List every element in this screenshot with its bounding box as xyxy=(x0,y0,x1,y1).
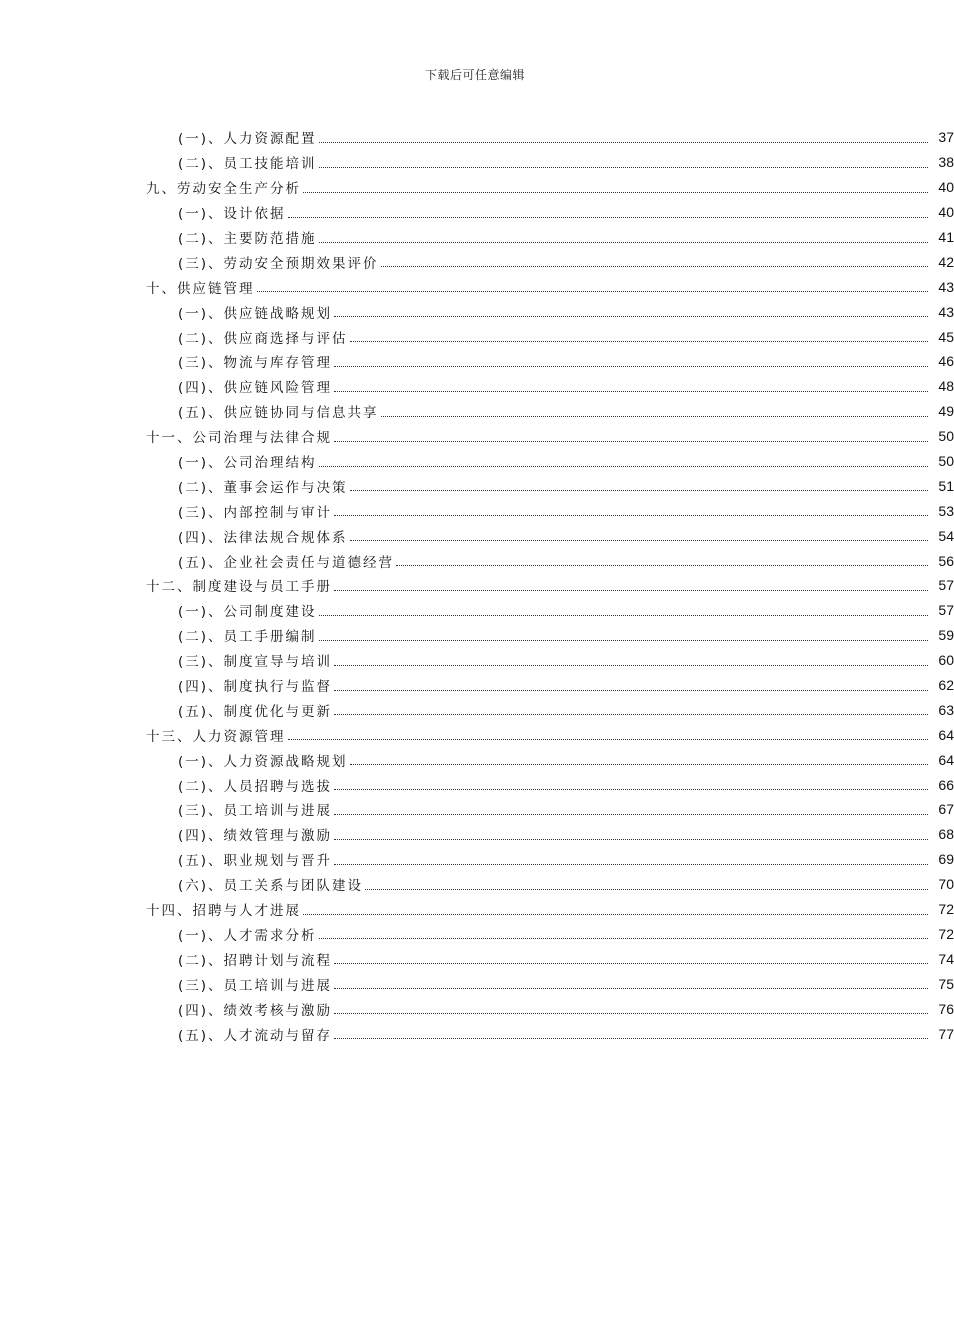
table-of-contents xyxy=(0,125,954,1046)
toc-section-entry[interactable] xyxy=(0,847,954,872)
toc-entry-title: (一)、供应链战略规划 xyxy=(178,305,333,322)
toc-section-entry[interactable] xyxy=(0,299,954,324)
toc-page-number: 49 xyxy=(938,403,954,420)
toc-entry-title: (五)、企业社会责任与道德经营 xyxy=(178,554,395,571)
toc-page-number: 57 xyxy=(938,577,954,594)
toc-section-entry[interactable] xyxy=(0,1021,954,1046)
toc-entry-title: (五)、人才流动与留存 xyxy=(178,1027,333,1044)
toc-page-number: 48 xyxy=(938,378,954,395)
toc-section-entry[interactable] xyxy=(0,673,954,698)
toc-entry-title: 十二、制度建设与员工手册 xyxy=(146,579,332,596)
toc-section-entry[interactable] xyxy=(0,324,954,349)
toc-entry-title: (二)、主要防范措施 xyxy=(178,231,317,247)
toc-page-number: 74 xyxy=(938,950,954,967)
toc-dot-leader xyxy=(288,217,928,218)
toc-page-number: 54 xyxy=(938,527,954,544)
toc-chapter-entry[interactable] xyxy=(0,722,954,747)
toc-page-number: 72 xyxy=(938,925,954,942)
toc-dot-leader xyxy=(303,914,928,915)
toc-dot-leader xyxy=(334,690,928,691)
toc-page-number: 45 xyxy=(938,328,954,345)
toc-entry-title: (二)、人员招聘与选拔 xyxy=(178,778,333,795)
toc-dot-leader xyxy=(334,1013,928,1014)
toc-entry-title: 十三、人力资源管理 xyxy=(146,728,286,745)
toc-dot-leader xyxy=(334,316,928,317)
toc-entry-title: (五)、制度优化与更新 xyxy=(178,703,333,720)
toc-page-number: 40 xyxy=(938,179,954,196)
toc-entry-title: (二)、董事会运作与决策 xyxy=(178,479,348,496)
toc-section-entry[interactable] xyxy=(0,548,954,573)
toc-entry-title: (四)、绩效管理与激励 xyxy=(178,828,333,845)
toc-dot-leader xyxy=(319,938,928,939)
toc-entry-title: 九、劳动安全生产分析 xyxy=(146,181,301,198)
toc-section-entry[interactable] xyxy=(0,498,954,523)
toc-section-entry[interactable] xyxy=(0,523,954,548)
toc-entry-title: 十一、公司治理与法律合规 xyxy=(146,430,332,447)
toc-section-entry[interactable] xyxy=(0,946,954,971)
toc-section-entry[interactable] xyxy=(0,872,954,897)
toc-page-number: 69 xyxy=(938,851,954,868)
toc-page-number: 75 xyxy=(938,975,954,992)
toc-page-number: 38 xyxy=(938,154,954,171)
toc-dot-leader xyxy=(303,192,928,193)
toc-section-entry[interactable] xyxy=(0,349,954,374)
toc-page-number: 64 xyxy=(938,751,954,768)
toc-dot-leader xyxy=(319,142,928,143)
toc-dot-leader xyxy=(319,242,928,243)
toc-dot-leader xyxy=(319,615,928,616)
toc-dot-leader xyxy=(365,889,928,890)
toc-page-number: 42 xyxy=(938,253,954,270)
toc-dot-leader xyxy=(334,814,928,815)
toc-section-entry[interactable] xyxy=(0,648,954,673)
toc-page-number: 70 xyxy=(938,876,954,893)
toc-page-number: 77 xyxy=(938,1025,954,1042)
toc-chapter-entry[interactable] xyxy=(0,274,954,299)
toc-entry-title: (二)、招聘计划与流程 xyxy=(178,952,333,969)
toc-dot-leader xyxy=(257,291,929,292)
toc-entry-title: (三)、物流与库存管理 xyxy=(178,355,333,372)
toc-dot-leader xyxy=(334,714,928,715)
toc-entry-title: (二)、供应商选择与评估 xyxy=(178,330,348,347)
toc-page-number: 46 xyxy=(938,353,954,370)
toc-chapter-entry[interactable] xyxy=(0,573,954,598)
toc-chapter-entry[interactable] xyxy=(0,897,954,922)
toc-page-number: 59 xyxy=(938,627,954,644)
toc-section-entry[interactable] xyxy=(0,249,954,274)
toc-section-entry[interactable] xyxy=(0,200,954,225)
toc-dot-leader xyxy=(381,266,928,267)
toc-entry-title: (五)、供应链协同与信息共享 xyxy=(178,405,379,422)
toc-page-number: 68 xyxy=(938,826,954,843)
toc-entry-title: 十、供应链管理 xyxy=(146,280,255,297)
toc-dot-leader xyxy=(381,416,928,417)
toc-entry-title: (三)、劳动安全预期效果评价 xyxy=(178,255,379,272)
toc-entry-title: (五)、职业规划与晋升 xyxy=(178,853,333,870)
toc-section-entry[interactable] xyxy=(0,449,954,474)
toc-dot-leader xyxy=(319,167,928,168)
toc-section-entry[interactable] xyxy=(0,374,954,399)
toc-entry-title: (三)、内部控制与审计 xyxy=(178,504,333,521)
toc-dot-leader xyxy=(334,665,928,666)
toc-dot-leader xyxy=(334,515,928,516)
toc-page-number: 37 xyxy=(938,129,954,146)
toc-entry-title: (三)、员工培训与进展 xyxy=(178,803,333,820)
toc-section-entry[interactable] xyxy=(0,922,954,947)
toc-dot-leader xyxy=(334,1038,928,1039)
toc-entry-title: (一)、人才需求分析 xyxy=(178,927,317,944)
toc-entry-title: (一)、公司治理结构 xyxy=(178,455,317,472)
toc-entry-title: (六)、员工关系与团队建设 xyxy=(178,878,364,895)
toc-section-entry[interactable] xyxy=(0,822,954,847)
toc-page-number: 62 xyxy=(938,677,954,694)
toc-dot-leader xyxy=(334,590,928,591)
toc-dot-leader xyxy=(334,391,928,392)
toc-dot-leader xyxy=(350,764,928,765)
toc-page-number: 51 xyxy=(938,477,954,494)
toc-dot-leader xyxy=(334,864,928,865)
toc-dot-leader xyxy=(350,490,928,491)
toc-dot-leader xyxy=(334,988,928,989)
toc-page-number: 60 xyxy=(938,652,954,669)
toc-section-entry[interactable] xyxy=(0,971,954,996)
toc-section-entry[interactable] xyxy=(0,150,954,175)
toc-section-entry[interactable] xyxy=(0,473,954,498)
toc-dot-leader xyxy=(350,540,928,541)
toc-dot-leader xyxy=(396,565,928,566)
toc-page-number: 56 xyxy=(938,552,954,569)
toc-entry-title: 十四、招聘与人才进展 xyxy=(146,903,301,920)
toc-page-number: 57 xyxy=(938,602,954,619)
toc-page-number: 64 xyxy=(938,726,954,743)
toc-section-entry[interactable] xyxy=(0,125,954,150)
toc-dot-leader xyxy=(334,441,928,442)
toc-page-number: 50 xyxy=(938,453,954,470)
toc-page-number: 53 xyxy=(938,502,954,519)
toc-entry-title: (四)、法律法规合规体系 xyxy=(178,529,348,546)
toc-page-number: 43 xyxy=(938,303,954,320)
toc-entry-title: (三)、员工培训与进展 xyxy=(178,977,333,994)
toc-entry-title: (一)、人力资源配置 xyxy=(178,131,317,148)
toc-page-number: 67 xyxy=(938,801,954,818)
toc-section-entry[interactable] xyxy=(0,399,954,424)
toc-section-entry[interactable] xyxy=(0,996,954,1021)
toc-page-number: 76 xyxy=(938,1000,954,1017)
toc-section-entry[interactable] xyxy=(0,623,954,648)
toc-dot-leader xyxy=(334,963,928,964)
toc-page-number: 40 xyxy=(938,204,954,221)
toc-section-entry[interactable] xyxy=(0,598,954,623)
toc-entry-title: (四)、绩效考核与激励 xyxy=(178,1002,333,1019)
toc-entry-title: (三)、制度宣导与培训 xyxy=(178,654,333,671)
toc-page-number: 41 xyxy=(938,229,954,245)
toc-page-number: 72 xyxy=(938,901,954,918)
toc-entry-title: (二)、员工技能培训 xyxy=(178,156,317,173)
toc-dot-leader xyxy=(319,640,928,641)
toc-page-number: 66 xyxy=(938,776,954,793)
toc-section-entry[interactable] xyxy=(0,697,954,722)
toc-dot-leader xyxy=(288,739,929,740)
toc-entry-title: (一)、设计依据 xyxy=(178,206,286,223)
toc-dot-leader xyxy=(350,341,928,342)
toc-chapter-entry[interactable] xyxy=(0,424,954,449)
toc-entry-title: (四)、制度执行与监督 xyxy=(178,679,333,696)
toc-entry-title: (一)、公司制度建设 xyxy=(178,604,317,621)
toc-entry-title: (一)、人力资源战略规划 xyxy=(178,753,348,770)
toc-chapter-entry[interactable] xyxy=(0,175,954,200)
toc-section-entry[interactable] xyxy=(0,797,954,822)
toc-section-entry[interactable] xyxy=(0,772,954,797)
toc-dot-leader xyxy=(334,839,928,840)
toc-entry-title: (四)、供应链风险管理 xyxy=(178,380,333,397)
toc-section-entry[interactable] xyxy=(0,747,954,772)
toc-dot-leader xyxy=(319,466,928,467)
toc-page-number: 63 xyxy=(938,701,954,718)
toc-dot-leader xyxy=(334,366,928,367)
toc-page-number: 43 xyxy=(938,278,954,295)
toc-entry-title: (二)、员工手册编制 xyxy=(178,629,317,646)
toc-dot-leader xyxy=(334,789,928,790)
toc-page-number: 50 xyxy=(938,428,954,445)
page-header: 下载后可任意编辑 xyxy=(424,68,525,82)
toc-section-entry[interactable] xyxy=(0,225,954,250)
